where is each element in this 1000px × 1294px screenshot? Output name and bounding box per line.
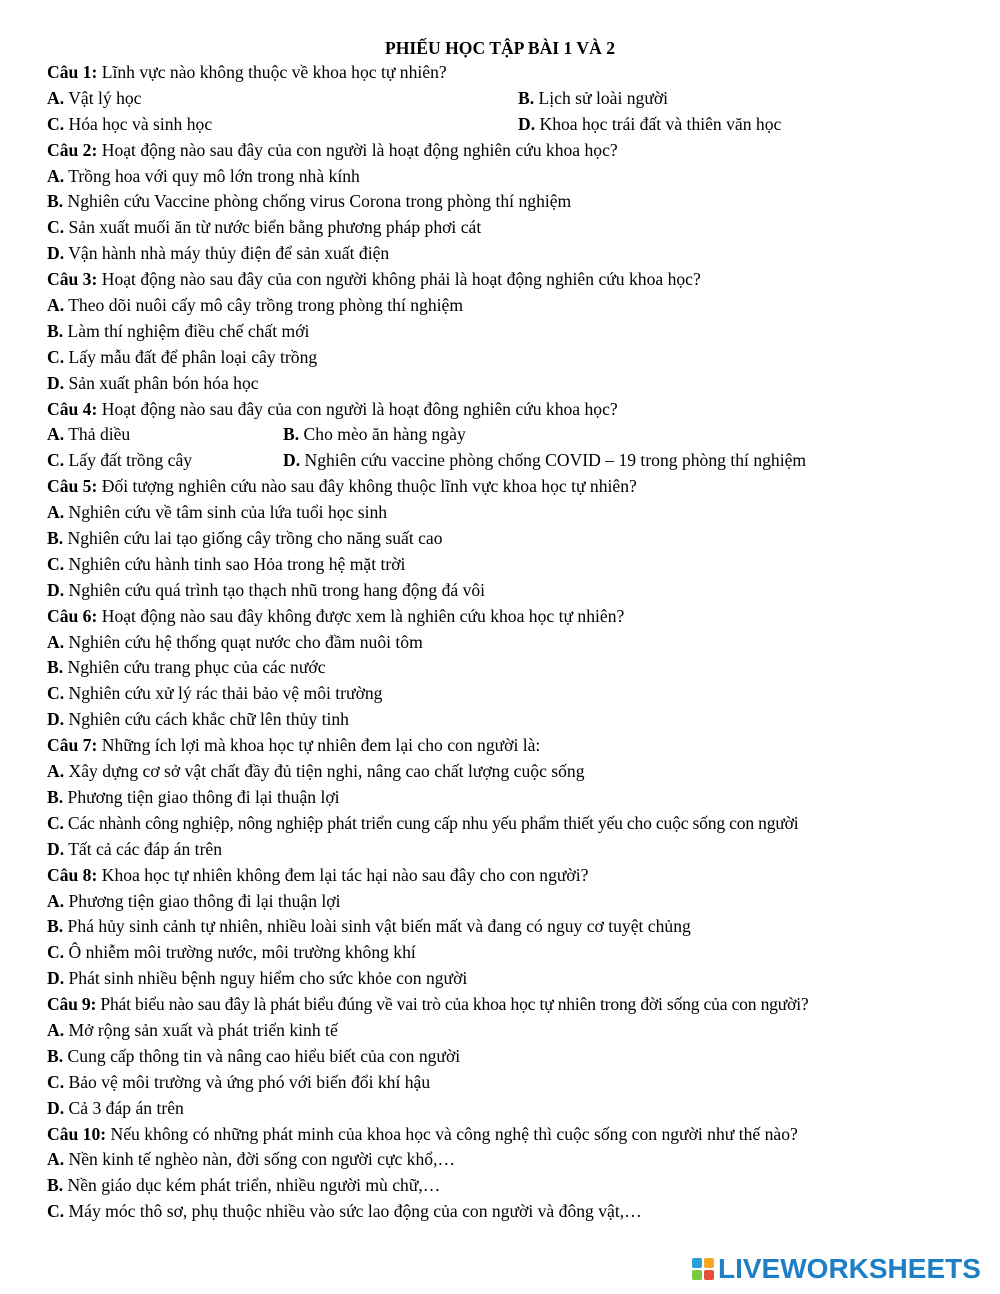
- option-c[interactable]: [47, 1070, 977, 1096]
- option-text: Cả 3 đáp án trên: [64, 1097, 184, 1118]
- option-b[interactable]: [47, 914, 977, 940]
- liveworksheets-logo-icon: [692, 1258, 714, 1280]
- option-text: Tất cả các đáp án trên: [64, 838, 223, 859]
- option-label: C.: [47, 1201, 65, 1222]
- question-label: Câu 5:: [47, 476, 98, 497]
- logo-square-2: [704, 1258, 714, 1268]
- option-d[interactable]: [518, 112, 781, 138]
- worksheet-title: PHIẾU HỌC TẬP BÀI 1 VÀ 2: [384, 38, 616, 58]
- option-row: [47, 448, 977, 474]
- option-text: Khoa học trái đất và thiên văn học: [535, 113, 782, 134]
- option-label: B.: [47, 191, 64, 212]
- option-text: Nền kinh tế nghèo nàn, đời sống con người cực khổ,…: [64, 1149, 456, 1170]
- question-text: Khoa học tự nhiên không đem lại tác hại nào sau đây cho con người?: [97, 864, 589, 885]
- question-5: [47, 474, 977, 500]
- question-label: Câu 1:: [47, 62, 98, 82]
- question-2: [47, 138, 977, 164]
- option-label: B.: [47, 528, 64, 549]
- option-text: Máy móc thô sơ, phụ thuộc nhiều vào sức lao động của con người và đông vật,…: [64, 1201, 642, 1222]
- option-text: Nghiên cứu Vaccine phòng chống virus Corona trong phòng thí nghiệm: [63, 191, 572, 212]
- option-text: Thả diều: [64, 424, 131, 445]
- option-label: B.: [47, 657, 64, 678]
- option-label: B.: [47, 320, 64, 341]
- option-c[interactable]: [47, 681, 977, 707]
- option-text: Nghiên cứu cách khắc chữ lên thủy tinh: [64, 709, 349, 730]
- option-a[interactable]: [47, 86, 518, 112]
- option-label: A.: [47, 502, 65, 523]
- option-text: Lấy mẫu đất để phân loại cây trồng: [64, 346, 318, 367]
- option-text: Phương tiện giao thông đi lại thuận lợi: [63, 786, 340, 807]
- question-10: [47, 1122, 977, 1148]
- option-row: [47, 112, 977, 138]
- option-text: Nghiên cứu lai tạo giống cây trồng cho năng suất cao: [63, 528, 443, 549]
- option-text: Phá hủy sinh cảnh tự nhiên, nhiều loài sinh vật biến mất và đang có nguy cơ tuyệt chủng: [63, 916, 691, 937]
- option-text: Nghiên cứu quá trình tạo thạch nhũ trong hang động đá vôi: [64, 579, 486, 600]
- question-label: Câu 2:: [47, 139, 98, 160]
- option-text: Các nhành công nghiệp, nông nghiệp phát triển cung cấp nhu yếu phẩm thiết yếu cho cuộc sống con người: [63, 812, 799, 833]
- option-a[interactable]: [47, 759, 977, 785]
- option-label: B.: [47, 916, 64, 937]
- logo-text: LIVEWORKSHEETS: [718, 1253, 981, 1284]
- option-text: Sản xuất muối ăn từ nước biển bằng phương pháp phơi cát: [64, 217, 482, 238]
- question-1: [47, 60, 977, 86]
- option-label: D.: [47, 243, 65, 264]
- option-text: Vật lý học: [64, 87, 142, 108]
- option-b[interactable]: [47, 655, 977, 681]
- option-label: B.: [518, 87, 535, 108]
- question-3: [47, 267, 977, 293]
- option-label: C.: [47, 450, 65, 471]
- option-label: D.: [47, 579, 65, 600]
- option-label: B.: [283, 424, 300, 445]
- option-label: B.: [47, 786, 64, 807]
- option-text: Vận hành nhà máy thủy điện để sản xuất điện: [64, 243, 390, 264]
- option-d[interactable]: [47, 1096, 977, 1122]
- option-text: Ô nhiễm môi trường nước, môi trường không khí: [64, 942, 416, 963]
- option-label: D.: [47, 968, 65, 989]
- option-text: Trồng hoa với quy mô lớn trong nhà kính: [64, 165, 360, 186]
- question-text: Nếu không có những phát minh của khoa học và công nghệ thì cuộc sống con người như thế nào?: [106, 1123, 798, 1144]
- option-row: [47, 422, 977, 448]
- option-text: Theo dõi nuôi cấy mô cây trồng trong phòng thí nghiệm: [64, 295, 464, 316]
- option-label: C.: [47, 1071, 65, 1092]
- question-text: Hoạt động nào sau đây của con người là hoạt đông nghiên cứu khoa học?: [97, 398, 618, 419]
- option-text: Nghiên cứu hệ thống quạt nước cho đầm nuôi tôm: [64, 631, 423, 652]
- option-label: A.: [47, 295, 65, 316]
- option-a[interactable]: [47, 422, 283, 448]
- option-d[interactable]: [47, 371, 977, 397]
- question-label: Câu 3:: [47, 269, 98, 290]
- option-d[interactable]: [47, 837, 977, 863]
- option-d[interactable]: [47, 966, 977, 992]
- question-text: Hoạt động nào sau đây của con người không phải là hoạt động nghiên cứu khoa học?: [97, 269, 701, 290]
- option-text: Cho mèo ăn hàng ngày: [299, 424, 466, 445]
- option-text: Nghiên cứu hành tinh sao Hỏa trong hệ mặt trời: [64, 553, 406, 574]
- logo-square-4: [704, 1270, 714, 1280]
- option-label: D.: [47, 709, 65, 730]
- question-label: Câu 10:: [47, 1123, 107, 1144]
- question-text: Phát biểu nào sau đây là phát biểu đúng về vai trò của khoa học tự nhiên trong đời sống của con người?: [96, 994, 809, 1015]
- question-text: Lĩnh vực nào không thuộc về khoa học tự nhiên?: [97, 62, 447, 82]
- option-c[interactable]: [47, 345, 977, 371]
- option-label: D.: [283, 450, 301, 471]
- option-label: D.: [47, 372, 65, 393]
- option-a[interactable]: [47, 1147, 977, 1173]
- option-b[interactable]: [47, 189, 977, 215]
- question-text: Hoạt động nào sau đây không được xem là nghiên cứu khoa học tự nhiên?: [97, 605, 625, 626]
- option-text: Lịch sử loài người: [534, 87, 669, 108]
- option-text: Nền giáo dục kém phát triển, nhiều người mù chữ,…: [63, 1175, 441, 1196]
- question-text: Hoạt động nào sau đây của con người là hoạt động nghiên cứu khoa học?: [97, 139, 618, 160]
- option-d[interactable]: [47, 578, 977, 604]
- question-label: Câu 6:: [47, 605, 98, 626]
- option-label: C.: [47, 683, 65, 704]
- option-a[interactable]: [47, 293, 977, 319]
- liveworksheets-logo[interactable]: [692, 1252, 981, 1286]
- option-label: A.: [47, 1149, 65, 1170]
- option-b[interactable]: [47, 1044, 977, 1070]
- option-a[interactable]: [47, 1018, 977, 1044]
- question-label: Câu 8:: [47, 864, 98, 885]
- option-b[interactable]: [518, 86, 668, 112]
- option-label: C.: [47, 812, 64, 833]
- option-text: Phương tiện giao thông đi lại thuận lợi: [64, 890, 341, 911]
- option-label: C.: [47, 942, 65, 963]
- question-label: Câu 7:: [47, 735, 98, 756]
- option-b[interactable]: [47, 785, 977, 811]
- question-6: [47, 604, 977, 630]
- option-a[interactable]: [47, 630, 977, 656]
- option-label: A.: [47, 890, 65, 911]
- question-4: [47, 397, 977, 423]
- option-text: Nghiên cứu trang phục của các nước: [63, 657, 326, 678]
- option-c[interactable]: [47, 940, 977, 966]
- question-8: [47, 863, 977, 889]
- question-label: Câu 9:: [47, 994, 97, 1015]
- option-a[interactable]: [47, 500, 977, 526]
- option-text: Mở rộng sản xuất và phát triển kinh tế: [64, 1019, 338, 1040]
- option-a[interactable]: [47, 164, 977, 190]
- option-c[interactable]: [47, 552, 977, 578]
- option-b[interactable]: [47, 1173, 977, 1199]
- option-label: A.: [47, 631, 65, 652]
- option-text: Nghiên cứu vaccine phòng chống COVID – 19 trong phòng thí nghiệm: [300, 450, 807, 471]
- option-label: B.: [47, 1175, 64, 1196]
- option-c[interactable]: [47, 448, 283, 474]
- option-text: Bảo vệ môi trường và ứng phó với biến đổi khí hậu: [64, 1071, 431, 1092]
- option-d[interactable]: [283, 448, 806, 474]
- question-text: Những ích lợi mà khoa học tự nhiên đem lại cho con người là:: [97, 735, 541, 756]
- option-text: Sản xuất phân bón hóa học: [64, 372, 259, 393]
- option-text: Nghiên cứu về tâm sinh của lứa tuổi học sinh: [64, 502, 388, 523]
- logo-square-1: [692, 1258, 702, 1268]
- option-text: Hóa học và sinh học: [64, 113, 213, 134]
- option-b[interactable]: [47, 319, 977, 345]
- option-d[interactable]: [47, 707, 977, 733]
- option-label: C.: [47, 553, 65, 574]
- option-c[interactable]: [47, 215, 977, 241]
- option-label: A.: [47, 761, 65, 782]
- option-b[interactable]: [283, 422, 466, 448]
- question-7: [47, 733, 977, 759]
- option-label: A.: [47, 1019, 65, 1040]
- option-text: Cung cấp thông tin và nâng cao hiểu biết của con người: [63, 1045, 461, 1066]
- option-label: B.: [47, 1045, 64, 1066]
- option-text: Xây dựng cơ sở vật chất đầy đủ tiện nghi, nâng cao chất lượng cuộc sống: [64, 761, 585, 782]
- option-label: A.: [47, 87, 65, 108]
- option-c[interactable]: [47, 811, 977, 837]
- question-text: Đối tượng nghiên cứu nào sau đây không thuộc lĩnh vực khoa học tự nhiên?: [97, 476, 637, 497]
- option-label: A.: [47, 424, 65, 445]
- option-text: Làm thí nghiệm điều chế chất mới: [63, 320, 310, 341]
- option-c[interactable]: [47, 1199, 977, 1225]
- option-label: C.: [47, 113, 65, 134]
- option-a[interactable]: [47, 889, 977, 915]
- option-d[interactable]: [47, 241, 977, 267]
- question-label: Câu 4:: [47, 398, 98, 419]
- option-label: C.: [47, 217, 65, 238]
- option-text: Lấy đất trồng cây: [64, 450, 193, 471]
- option-label: C.: [47, 346, 65, 367]
- option-row: [47, 86, 977, 112]
- option-b[interactable]: [47, 526, 977, 552]
- option-text: Nghiên cứu xử lý rác thải bảo vệ môi trường: [64, 683, 383, 704]
- option-label: D.: [47, 838, 65, 859]
- question-list: [47, 60, 977, 1225]
- question-9: [47, 992, 977, 1018]
- logo-square-3: [692, 1270, 702, 1280]
- option-text: Phát sinh nhiều bệnh nguy hiểm cho sức khỏe con người: [64, 968, 468, 989]
- option-c[interactable]: [47, 112, 518, 138]
- option-label: D.: [47, 1097, 65, 1118]
- option-label: A.: [47, 165, 65, 186]
- option-label: D.: [518, 113, 536, 134]
